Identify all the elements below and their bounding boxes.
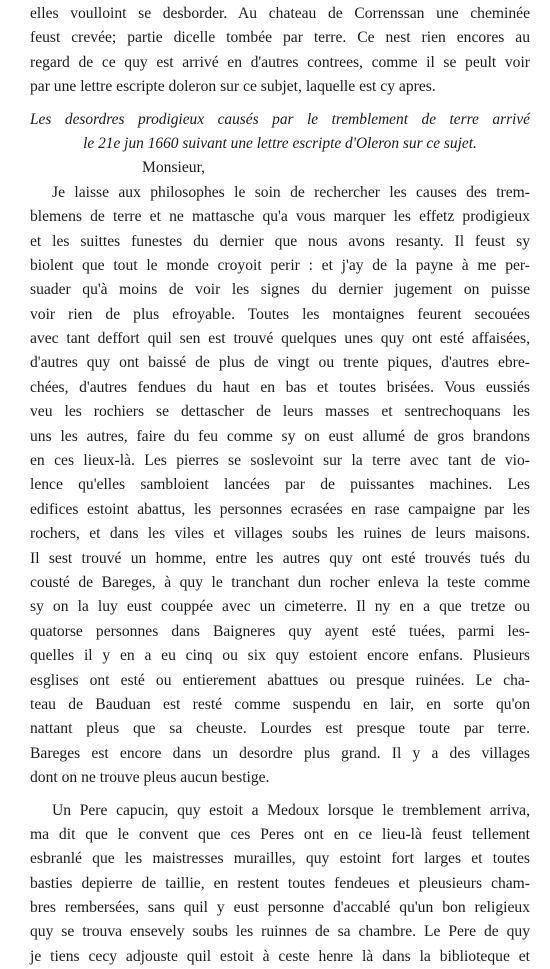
text-line: rochers, et dans les viles et villages soubs les ruines de leurs maisons. [30, 522, 530, 546]
letter-paragraph-2 [30, 799, 530, 969]
text-line: d'autres quy ont baissé de plus de vingt ou trente piques, d'autres ebre- [30, 351, 530, 375]
text-line: Bareges est encore dans un desordre plus grand. Il y a des villages [30, 742, 530, 766]
document-page [30, 2, 530, 969]
text-line: elles voulloint se desborder. Au chateau de Correnssan une cheminée [30, 2, 530, 26]
text-line: Il sest trouvé un homme, entre les autres quy ont esté trouvés tués du [30, 547, 530, 571]
text-line: esbranlé que les maistresses murailles, quy estoint fort larges et toutes [30, 847, 530, 871]
text-line: lence qu'elles sambloient lancées par de puissantes machines. Les [30, 473, 530, 497]
text-line: cousté de Bareges, à quy le tranchant dun rocher enleva la teste comme [30, 571, 530, 595]
text-line: dont on ne trouve pleus aucun bestige. [30, 766, 530, 790]
text-line: blemens de terre et ne mattasche qu'a vous marquer les effetz prodigieux [30, 205, 530, 229]
text-line: veu les rochiers se dettascher de leurs masses et sentrechoquans les [30, 400, 530, 424]
text-line: nattant pleus que sa cheuste. Lourdes est presque toute par terre. [30, 717, 530, 741]
text-line: je tiens cecy adjouste quil estoit à ceste henre là dans la biblioteque et [30, 945, 530, 969]
text-line: esglises ont esté ou entierement abattues ou presque ruinées. Le cha- [30, 669, 530, 693]
text-line: quelles il y en a eu cinq ou six quy estoient encore enfans. Plusieurs [30, 644, 530, 668]
text-line: voir rien de plus efroyable. Toutes les montaignes feurent secouées [30, 303, 530, 327]
continuation-paragraph [30, 2, 530, 100]
text-line: edifices estoint abattus, les personnes ecrasées en rase campaigne par les [30, 498, 530, 522]
text-line: sy on la luy eust couppée avec un cimeterre. Il ny en a que tretze ou [30, 595, 530, 619]
salutation: Monsieur, [30, 156, 530, 180]
text-line: et les suittes funestes du dernier que nous avons resanty. Il feust sy [30, 230, 530, 254]
text-line: teau de Bauduan est resté comme suspendu en lair, en sorte qu'on [30, 693, 530, 717]
heading-line: le 21e jun 1660 suivant une lettre escripte d'Oleron sur ce sujet. [30, 132, 530, 156]
text-line: feust crevée; partie dicelle tombée par terre. Ce nest rien encores au [30, 26, 530, 50]
text-line: ma dit que le convent que ces Peres ont en ce lieu-là feust tellement [30, 823, 530, 847]
text-line: Un Pere capucin, quy estoit a Medoux lorsque le tremblement arriva, [30, 799, 530, 823]
text-line: par une lettre escripte doleron sur ce subjet, laquelle est cy apres. [30, 75, 530, 99]
text-line: quy se trouva ensevely soubs les ruinnes de sa chambre. Le Pere de quy [30, 920, 530, 944]
text-line: basties depierre de taillie, en restent toutes fendeues et pleusieurs cham- [30, 872, 530, 896]
text-line: bres rembersées, sans quil y eust personne d'accablé qu'un bon religieux [30, 896, 530, 920]
spacer [30, 791, 530, 799]
heading-line: Les desordres prodigieux causés par le tremblement de terre arrivé [30, 108, 530, 132]
text-line: suader qu'à moins de voir les signes du dernier jugement on puisse [30, 278, 530, 302]
text-line: biolent que tout le monde croyoit perir : et j'ay de la payne à me per- [30, 254, 530, 278]
spacer [30, 100, 530, 108]
text-line: regard de ce quy est arrivé en d'autres contrees, comme il se peult voir [30, 51, 530, 75]
text-line: quatorse personnes dans Baigneres quy ayent esté tuées, parmi les- [30, 620, 530, 644]
text-line: avec tant deffort quil sen est trouvé quelques unes quy ont esté affaisées, [30, 327, 530, 351]
text-line: en ces lieux-là. Les pierres se soslevoint sur la terre avec tant de vio- [30, 449, 530, 473]
text-line: chées, d'autres fendues du haut en bas et toutes brisées. Vous eussiés [30, 376, 530, 400]
letter-heading [30, 108, 530, 157]
text-line: Je laisse aux philosophes le soin de rechercher les causes des trem- [30, 181, 530, 205]
text-line: uns les autres, faire du feu comme sy on eust allumé de gros brandons [30, 425, 530, 449]
letter-paragraph-1 [30, 181, 530, 791]
